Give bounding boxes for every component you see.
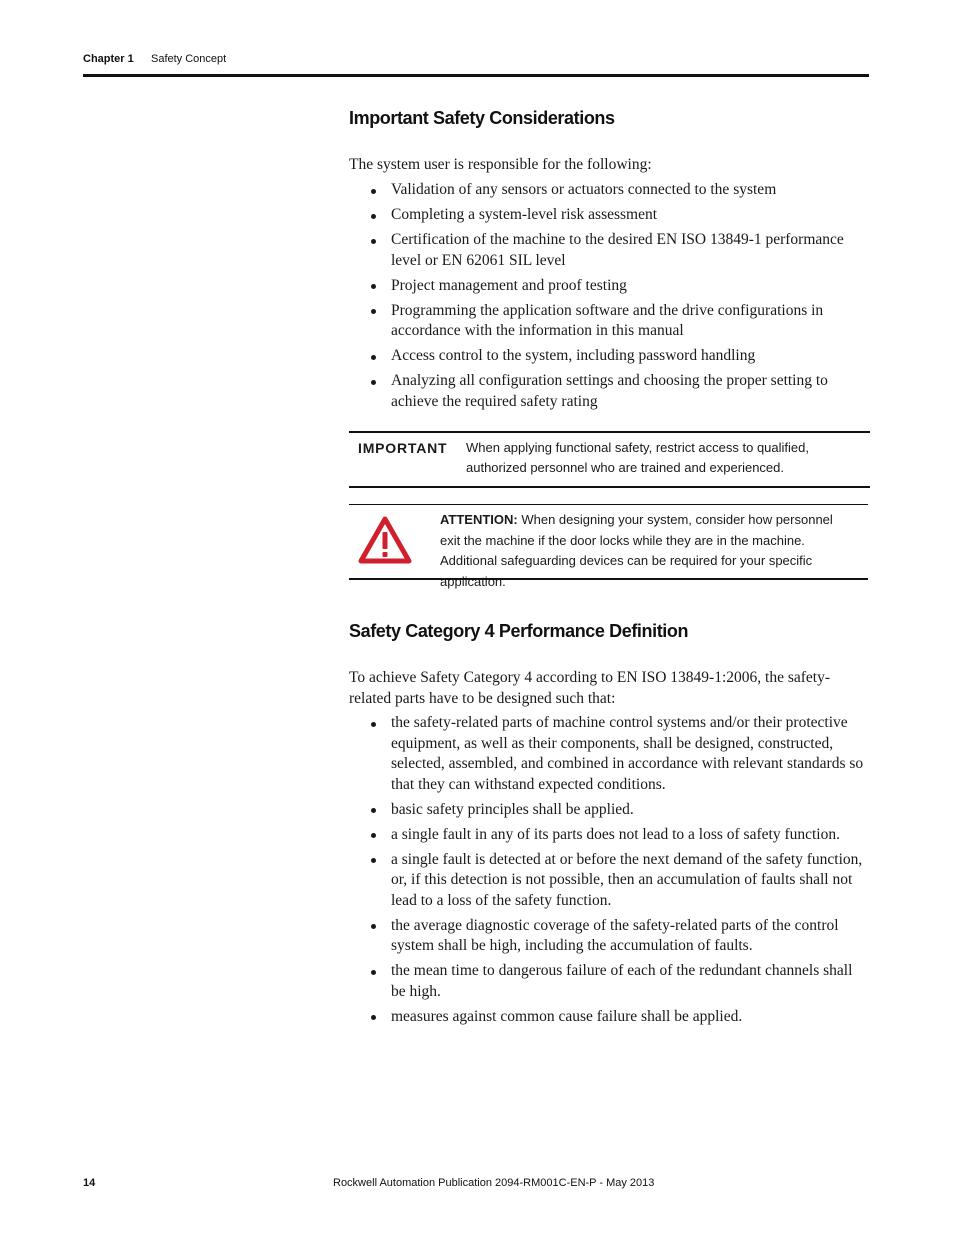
chapter-label: Chapter 1 bbox=[83, 53, 134, 65]
bullet-icon bbox=[371, 858, 376, 863]
bullet-icon bbox=[371, 970, 376, 975]
list-item: Project management and proof testing bbox=[349, 276, 869, 297]
bullet-icon bbox=[371, 189, 376, 194]
list-item: Programming the application software and the drive configurations in accordance with the information in this manual bbox=[349, 301, 869, 342]
list-item: a single fault is detected at or before the next demand of the safety function, or, if this detection is not possible, then an accumulation of faults shall not lead to a loss of the safety function. bbox=[349, 850, 869, 912]
bullet-icon bbox=[371, 380, 376, 385]
important-notice bbox=[349, 431, 870, 488]
attention-notice bbox=[349, 504, 868, 589]
attention-body: When designing your system, consider how personnel exit the machine if the door locks while they are in the machine. Additional safeguarding devices can be required for your specific application. bbox=[440, 512, 833, 589]
bullet-icon bbox=[371, 924, 376, 929]
category-4-requirements-list bbox=[349, 713, 869, 1032]
page-number: 14 bbox=[83, 1177, 96, 1189]
section-heading-category-4: Safety Category 4 Performance Definition bbox=[349, 621, 689, 641]
bullet-icon bbox=[371, 239, 376, 244]
bullet-icon bbox=[371, 214, 376, 219]
section2-intro: To achieve Safety Category 4 according to EN ISO 13849-1:2006, the safety-related parts have to be designed such that: bbox=[349, 669, 830, 707]
bullet-icon bbox=[371, 355, 376, 360]
bullet-icon bbox=[371, 309, 376, 314]
section1-intro: The system user is responsible for the following: bbox=[349, 156, 652, 173]
list-item: the safety-related parts of machine control systems and/or their protective equipment, as well as their components, shall be designed, constructed, selected, assembled, and combined in accordance with relevant standards so that they can withstand expected conditions. bbox=[349, 713, 869, 795]
section-heading-safety-considerations: Important Safety Considerations bbox=[349, 108, 615, 128]
important-label: IMPORTANT bbox=[358, 440, 448, 456]
list-item: Completing a system-level risk assessment bbox=[349, 205, 869, 226]
list-item: the mean time to dangerous failure of each of the redundant channels shall be high. bbox=[349, 961, 869, 1002]
section-label: Safety Concept bbox=[151, 53, 227, 65]
bullet-icon bbox=[371, 808, 376, 813]
list-item: Analyzing all configuration settings and choosing the proper setting to achieve the required safety rating bbox=[349, 371, 869, 412]
bullet-icon bbox=[371, 1015, 376, 1020]
bullet-icon bbox=[371, 722, 376, 727]
list-item: basic safety principles shall be applied. bbox=[349, 800, 869, 821]
list-item: a single fault in any of its parts does not lead to a loss of safety function. bbox=[349, 825, 869, 846]
list-item: measures against common cause failure shall be applied. bbox=[349, 1007, 869, 1028]
list-item: Validation of any sensors or actuators connected to the system bbox=[349, 180, 869, 201]
bullet-icon bbox=[371, 284, 376, 289]
list-item: Certification of the machine to the desired EN ISO 13849-1 performance level or EN 62061 SIL level bbox=[349, 230, 869, 271]
attention-label: ATTENTION: bbox=[440, 512, 518, 527]
running-header bbox=[83, 53, 868, 65]
warning-triangle-icon bbox=[358, 515, 412, 565]
list-item: Access control to the system, including password handling bbox=[349, 346, 869, 367]
responsibility-list bbox=[349, 180, 869, 417]
list-item: the average diagnostic coverage of the safety-related parts of the control system shall be high, including the accumulation of faults. bbox=[349, 916, 869, 957]
attention-text bbox=[440, 510, 850, 592]
important-text: When applying functional safety, restrict access to qualified, authorized personnel who are trained and experienced. bbox=[466, 440, 809, 475]
publication-info: Rockwell Automation Publication 2094-RM001C-EN-P - May 2013 bbox=[333, 1177, 655, 1189]
bullet-icon bbox=[371, 833, 376, 838]
header-rule bbox=[83, 74, 869, 77]
